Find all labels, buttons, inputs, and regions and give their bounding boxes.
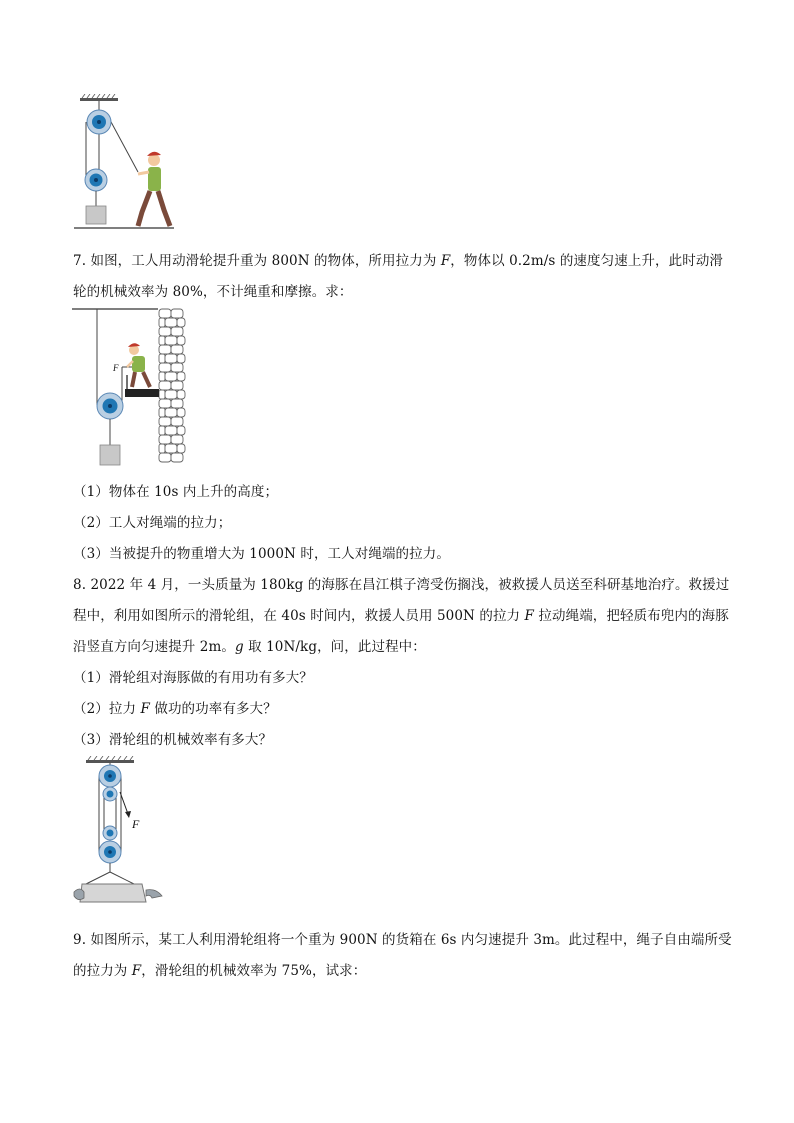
q7-text: ，物体以 0.2m/s 的速度匀速上升，此时动滑 [450, 253, 724, 269]
q8-text: 做功的功率有多大？ [149, 701, 277, 717]
q7-text: 7. 如图，工人用动滑轮提升重为 800N 的物体，所用拉力为 [73, 253, 441, 269]
q9-force-symbol: F [131, 963, 142, 979]
q8-text: 沿竖直方向匀速提升 2m。 [73, 639, 235, 655]
q8-text: 取 10N/kg，问，此过程中： [243, 639, 426, 655]
q8-line-3 [73, 635, 426, 655]
q8-line-1: 8. 2022 年 4 月，一头质量为 180kg 的海豚在昌江棋子湾受伤搁浅，被救援人员送至科研基地治疗。救援过 [73, 577, 730, 593]
q7-sub-1: （1）物体在 10s 内上升的高度； [73, 484, 279, 500]
q7-sub-2: （2）工人对绳端的拉力； [73, 515, 232, 531]
q7-force-symbol: F [440, 253, 451, 269]
q7-line-2: 轮的机械效率为 80%，不计绳重和摩擦。求： [73, 284, 353, 300]
q9-text: 的拉力为 [73, 963, 132, 979]
pulley-figure-1 [72, 94, 182, 234]
q8-figure-force-label: F [132, 817, 140, 831]
pulley-figure-3 [72, 756, 172, 908]
q8-sub-2 [73, 697, 277, 717]
q7-line-1 [73, 249, 723, 269]
q9-line-2 [73, 959, 366, 979]
q8-force-symbol: F [524, 608, 535, 624]
q7-sub-3: （3）当被提升的物重增大为 1000N 时，工人对绳端的拉力。 [73, 546, 450, 562]
q8-line-2 [73, 604, 729, 624]
pulley-figure-2 [72, 305, 192, 469]
q8-g-symbol: g [234, 639, 244, 655]
q8-force-symbol: F [140, 701, 150, 717]
q8-sub-3: （3）滑轮组的机械效率有多大？ [73, 732, 273, 748]
q8-text: 程中，利用如图所示的滑轮组，在 40s 时间内，救援人员用 500N 的拉力 [73, 608, 525, 624]
q8-sub-1: （1）滑轮组对海豚做的有用功有多大？ [73, 670, 313, 686]
q8-text: 拉动绳端，把轻质布兜内的海豚 [534, 608, 729, 624]
q7-figure-force-label: F [113, 363, 119, 373]
q9-line-1: 9. 如图所示，某工人利用滑轮组将一个重为 900N 的货箱在 6s 内匀速提升 3m。此过程中，绳子自由端所受 [73, 932, 732, 948]
q8-text: （2）拉力 [73, 701, 141, 717]
q9-text: ，滑轮组的机械效率为 75%，试求： [141, 963, 367, 979]
